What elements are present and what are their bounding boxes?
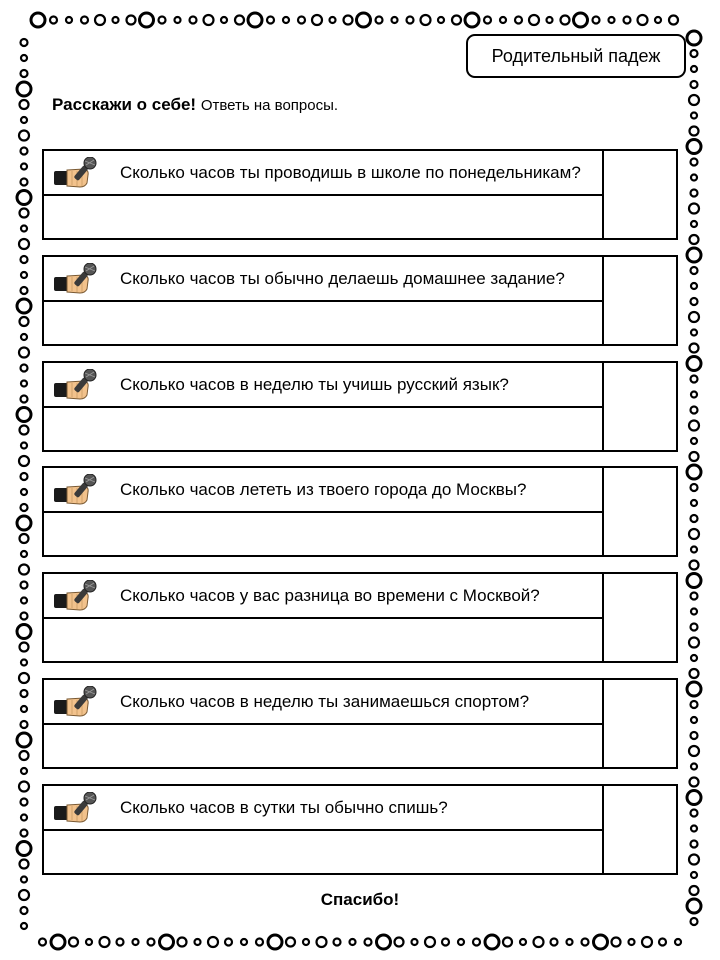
border-circle [691,484,698,491]
border-circle [691,826,697,832]
border-circle [21,613,28,620]
border-circle [593,17,600,24]
border-circle [691,50,698,57]
border-circle [66,17,72,23]
instruction [52,95,338,115]
border-circle [365,939,372,946]
border-circle [675,939,681,945]
border-circle [330,17,336,23]
border-circle [21,489,27,495]
border-circle [425,937,435,947]
microphone-in-hand-icon [54,792,110,826]
border-circle [21,582,28,589]
border-circle [283,17,289,23]
question-text-6: Сколько часов в неделю ты занимаешься спортом? [120,691,530,711]
question-text-3: Сколько часов в неделю ты учишь русский язык? [120,374,509,394]
border-circle [21,830,28,837]
border-circle [21,690,28,697]
border-circle [691,190,698,197]
question-text-1: Сколько часов ты проводишь в школе по понедельникам? [120,162,581,182]
border-circle [17,842,31,856]
border-circle [691,593,698,600]
border-circle [582,939,589,946]
border-circle [691,701,698,708]
microphone-in-hand-icon [54,369,110,403]
closing-thanks: Спасибо! [320,890,400,909]
border-circle [21,70,28,77]
border-circle [21,473,28,480]
answer-area-3[interactable] [44,408,600,450]
border-circle [21,721,28,728]
border-circle [689,312,699,322]
border-circle [690,778,699,787]
border-circle [624,17,631,24]
border-circle [195,939,201,945]
microphone-in-hand-icon [54,580,110,614]
border-circle [204,15,214,25]
border-circle [17,516,31,530]
border-circle [655,17,661,23]
border-circle [691,66,697,72]
border-circle [298,17,305,24]
border-circle [268,935,282,949]
question-text-7: Сколько часов в сутки ты обычно спишь? [120,797,448,817]
border-circle [691,918,698,925]
border-circle [317,937,327,947]
border-circle [81,17,88,24]
border-circle [691,655,697,661]
border-circle [689,746,699,756]
border-circle [21,443,27,449]
answer-area-6[interactable] [44,725,600,767]
side-box-4[interactable] [604,468,676,555]
border-circle [21,923,27,929]
border-circle [21,768,27,774]
border-circle [159,17,166,24]
border-circle [609,17,615,23]
border-circle [19,239,29,249]
border-circle [19,565,29,575]
border-circle [687,465,701,479]
border-circle [421,15,431,25]
border-circle [17,191,31,205]
border-circle [689,95,699,105]
question-text-2: Сколько часов ты обычно делаешь домашнее задание? [120,268,565,288]
border-circle [21,551,27,557]
border-circle [190,17,197,24]
question-block-3 [42,361,678,452]
border-circle [350,939,356,945]
answer-area-5[interactable] [44,619,600,661]
border-circle [691,159,698,166]
border-circle [638,15,648,25]
border-circle [21,256,28,263]
answer-area-2[interactable] [44,302,600,344]
border-circle [17,408,31,422]
border-circle [20,100,29,109]
border-circle [690,344,699,353]
side-box-1[interactable] [604,151,676,238]
instruction-title: Расскажи о себе! [52,95,197,114]
border-circle [20,209,29,218]
border-circle [689,421,699,431]
border-circle [303,939,309,945]
microphone-in-hand-icon [54,686,110,720]
border-circle [485,935,499,949]
border-circle [235,16,244,25]
border-circle [312,15,322,25]
border-circle [567,939,573,945]
topic-label: Родительный падеж [491,45,661,66]
border-circle [286,938,295,947]
border-circle [687,791,701,805]
border-circle [21,799,28,806]
border-circle [691,113,697,119]
border-circle [175,17,181,23]
border-circle [100,937,110,947]
border-circle [21,272,27,278]
border-circle [465,13,479,27]
border-circle [691,298,698,305]
question-text-4: Сколько часов лететь из твоего города до Москвы? [120,479,527,499]
border-circle [95,15,105,25]
border-circle [547,17,553,23]
border-circle [687,574,701,588]
border-circle [31,13,45,27]
border-circle [691,515,698,522]
side-box-2[interactable] [604,257,676,344]
border-circle [691,500,697,506]
side-box-3[interactable] [604,363,676,450]
border-circle [334,939,341,946]
border-circle [140,13,154,27]
border-circle [148,939,155,946]
border-circle [178,938,187,947]
border-circle [17,625,31,639]
border-circle [629,939,635,945]
border-circle [21,148,28,155]
border-circle [21,55,27,61]
border-circle [20,426,29,435]
border-circle [256,939,263,946]
border-circle [438,17,444,23]
border-circle [551,939,558,946]
border-circle [503,938,512,947]
border-circle [687,357,701,371]
border-circle [691,407,698,414]
border-circle [687,140,701,154]
border-circle [50,17,57,24]
border-circle [689,529,699,539]
question-text-5: Сколько часов у вас разница во времени с Москвой? [120,585,540,605]
border-circle [691,624,698,631]
border-circle [395,938,404,947]
border-circle [21,598,27,604]
border-circle [689,204,699,214]
border-circle [241,939,247,945]
border-circle [690,669,699,678]
microphone-in-hand-icon [54,157,110,191]
border-circle [691,717,697,723]
border-circle [51,935,65,949]
border-circle [594,935,608,949]
question-block-1 [42,149,678,240]
border-circle [21,365,28,372]
border-circle [127,16,136,25]
question-block-5 [42,572,678,663]
border-circle [344,16,353,25]
border-circle [691,221,697,227]
border-circle [19,348,29,358]
border-circle [248,13,262,27]
border-circle [160,935,174,949]
border-circle [21,179,28,186]
border-circle [21,117,27,123]
border-circle [691,392,697,398]
border-circle [691,438,697,444]
border-circle [113,17,119,23]
border-circle [691,376,698,383]
border-circle [20,534,29,543]
border-circle [376,17,383,24]
border-circle [225,939,232,946]
border-circle [69,938,78,947]
border-circle [221,17,227,23]
border-circle [133,939,139,945]
border-circle [669,16,678,25]
border-circle [19,673,29,683]
border-circle [691,81,698,88]
border-circle [534,937,544,947]
border-circle [452,16,461,25]
border-circle [21,396,28,403]
border-circle [20,751,29,760]
instruction-text: Ответь на вопросы. [200,97,339,114]
border-circle [21,877,27,883]
question-block-6 [42,678,678,769]
border-circle [208,937,218,947]
answer-area-1[interactable] [44,196,600,238]
border-circle [690,452,699,461]
border-circle [690,561,699,570]
border-circle [515,17,522,24]
border-circle [687,31,701,45]
border-circle [17,733,31,747]
microphone-in-hand-icon [54,474,110,508]
border-circle [690,235,699,244]
border-circle [691,810,698,817]
border-circle [689,855,699,865]
border-circle [20,317,29,326]
border-circle [19,131,29,141]
border-circle [21,504,28,511]
border-circle [21,164,27,170]
question-block-7 [42,784,678,875]
border-circle [458,939,464,945]
border-circle [21,226,27,232]
border-circle [21,381,27,387]
border-circle [642,937,652,947]
answer-area-4[interactable] [44,513,600,555]
border-circle [500,17,506,23]
side-box-7[interactable] [604,786,676,873]
border-circle [412,939,418,945]
border-circle [117,939,124,946]
border-circle [687,248,701,262]
border-circle [21,334,27,340]
border-circle [267,17,274,24]
border-circle [691,732,698,739]
border-circle [574,13,588,27]
border-circle [377,935,391,949]
border-circle [17,82,31,96]
border-circle [17,299,31,313]
border-circle [473,939,480,946]
border-circle [21,706,27,712]
border-circle [392,17,398,23]
border-circle [21,815,27,821]
border-circle [21,660,27,666]
border-circle [19,456,29,466]
border-circle [691,872,697,878]
border-circle [561,16,570,25]
border-circle [21,287,28,294]
border-circle [20,860,29,869]
border-circle [20,643,29,652]
side-box-5[interactable] [604,574,676,661]
border-circle [86,939,92,945]
answer-area-7[interactable] [44,831,600,873]
question-block-2 [42,255,678,346]
border-circle [691,841,698,848]
border-circle [691,330,697,336]
border-circle [442,939,449,946]
border-circle [691,283,697,289]
border-circle [19,782,29,792]
question-block-4 [42,466,678,557]
border-circle [687,682,701,696]
side-box-6[interactable] [604,680,676,767]
border-circle [21,39,28,46]
border-circle [520,939,526,945]
border-circle [407,17,414,24]
border-circle [689,638,699,648]
border-circle [691,267,698,274]
border-circle [691,609,697,615]
border-circle [690,127,699,136]
border-circle [612,938,621,947]
topic-label-box [466,34,686,78]
border-circle [529,15,539,25]
border-circle [484,17,491,24]
microphone-in-hand-icon [54,263,110,297]
border-circle [691,764,697,770]
border-circle [691,547,697,553]
border-circle [659,939,666,946]
border-circle [39,939,46,946]
border-circle [691,175,697,181]
border-circle [357,13,371,27]
